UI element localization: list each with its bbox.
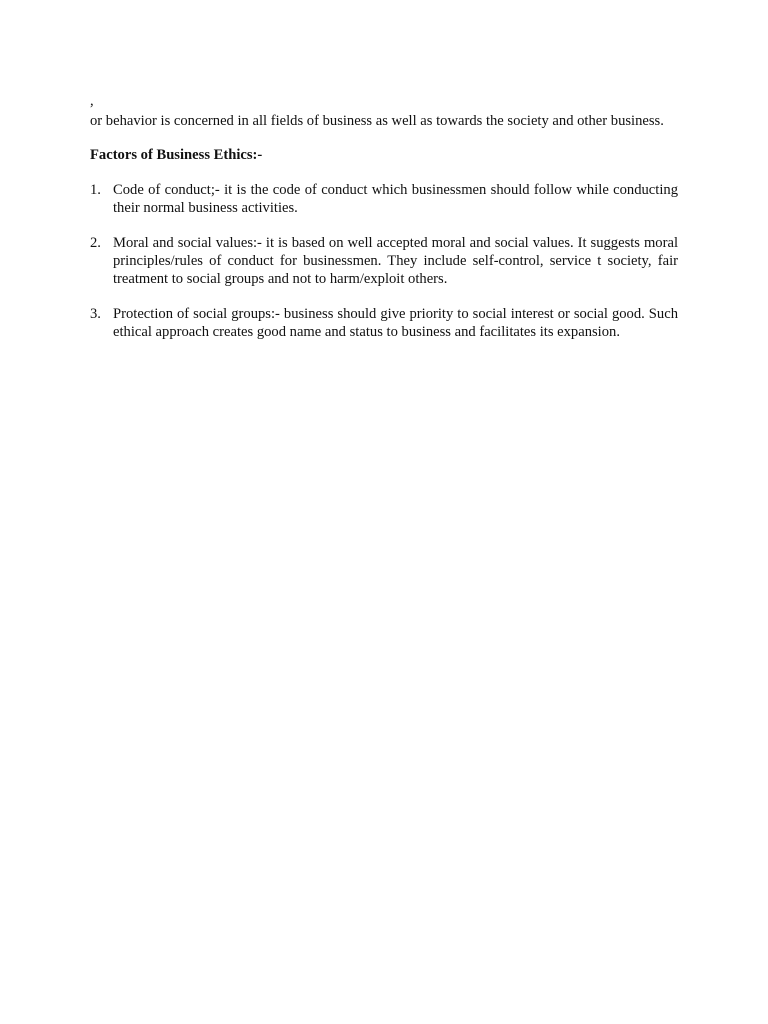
list-item-moral-social-values: [90, 234, 678, 288]
factors-list: [90, 181, 678, 341]
list-item-code-of-conduct: [90, 181, 678, 217]
list-item-number: 2.: [90, 235, 101, 251]
list-item-text: Moral and social values:- it is based on well accepted moral and social values. It suggests moral principles/rules of conduct for businessmen. They include self-control, service t society, fair treatment to social groups and not to harm/exploit others.: [113, 235, 678, 287]
intro-paragraph: or behavior is concerned in all fields of business as well as towards the society and other business.: [90, 113, 664, 129]
list-item-number: 1.: [90, 182, 101, 198]
document-page: [90, 94, 678, 358]
section-heading: Factors of Business Ethics:-: [90, 147, 263, 163]
list-item-text: Code of conduct;- it is the code of conduct which businessmen should follow while conducting their normal business activities.: [113, 182, 678, 216]
list-item-number: 3.: [90, 306, 101, 322]
list-item-text: Protection of social groups:- business should give priority to social interest or social good. Such ethical approach creates good name and status to business and facilitates its expansion.: [113, 306, 678, 340]
stray-comma: ,: [90, 93, 94, 109]
list-item-protection-social-groups: [90, 305, 678, 341]
